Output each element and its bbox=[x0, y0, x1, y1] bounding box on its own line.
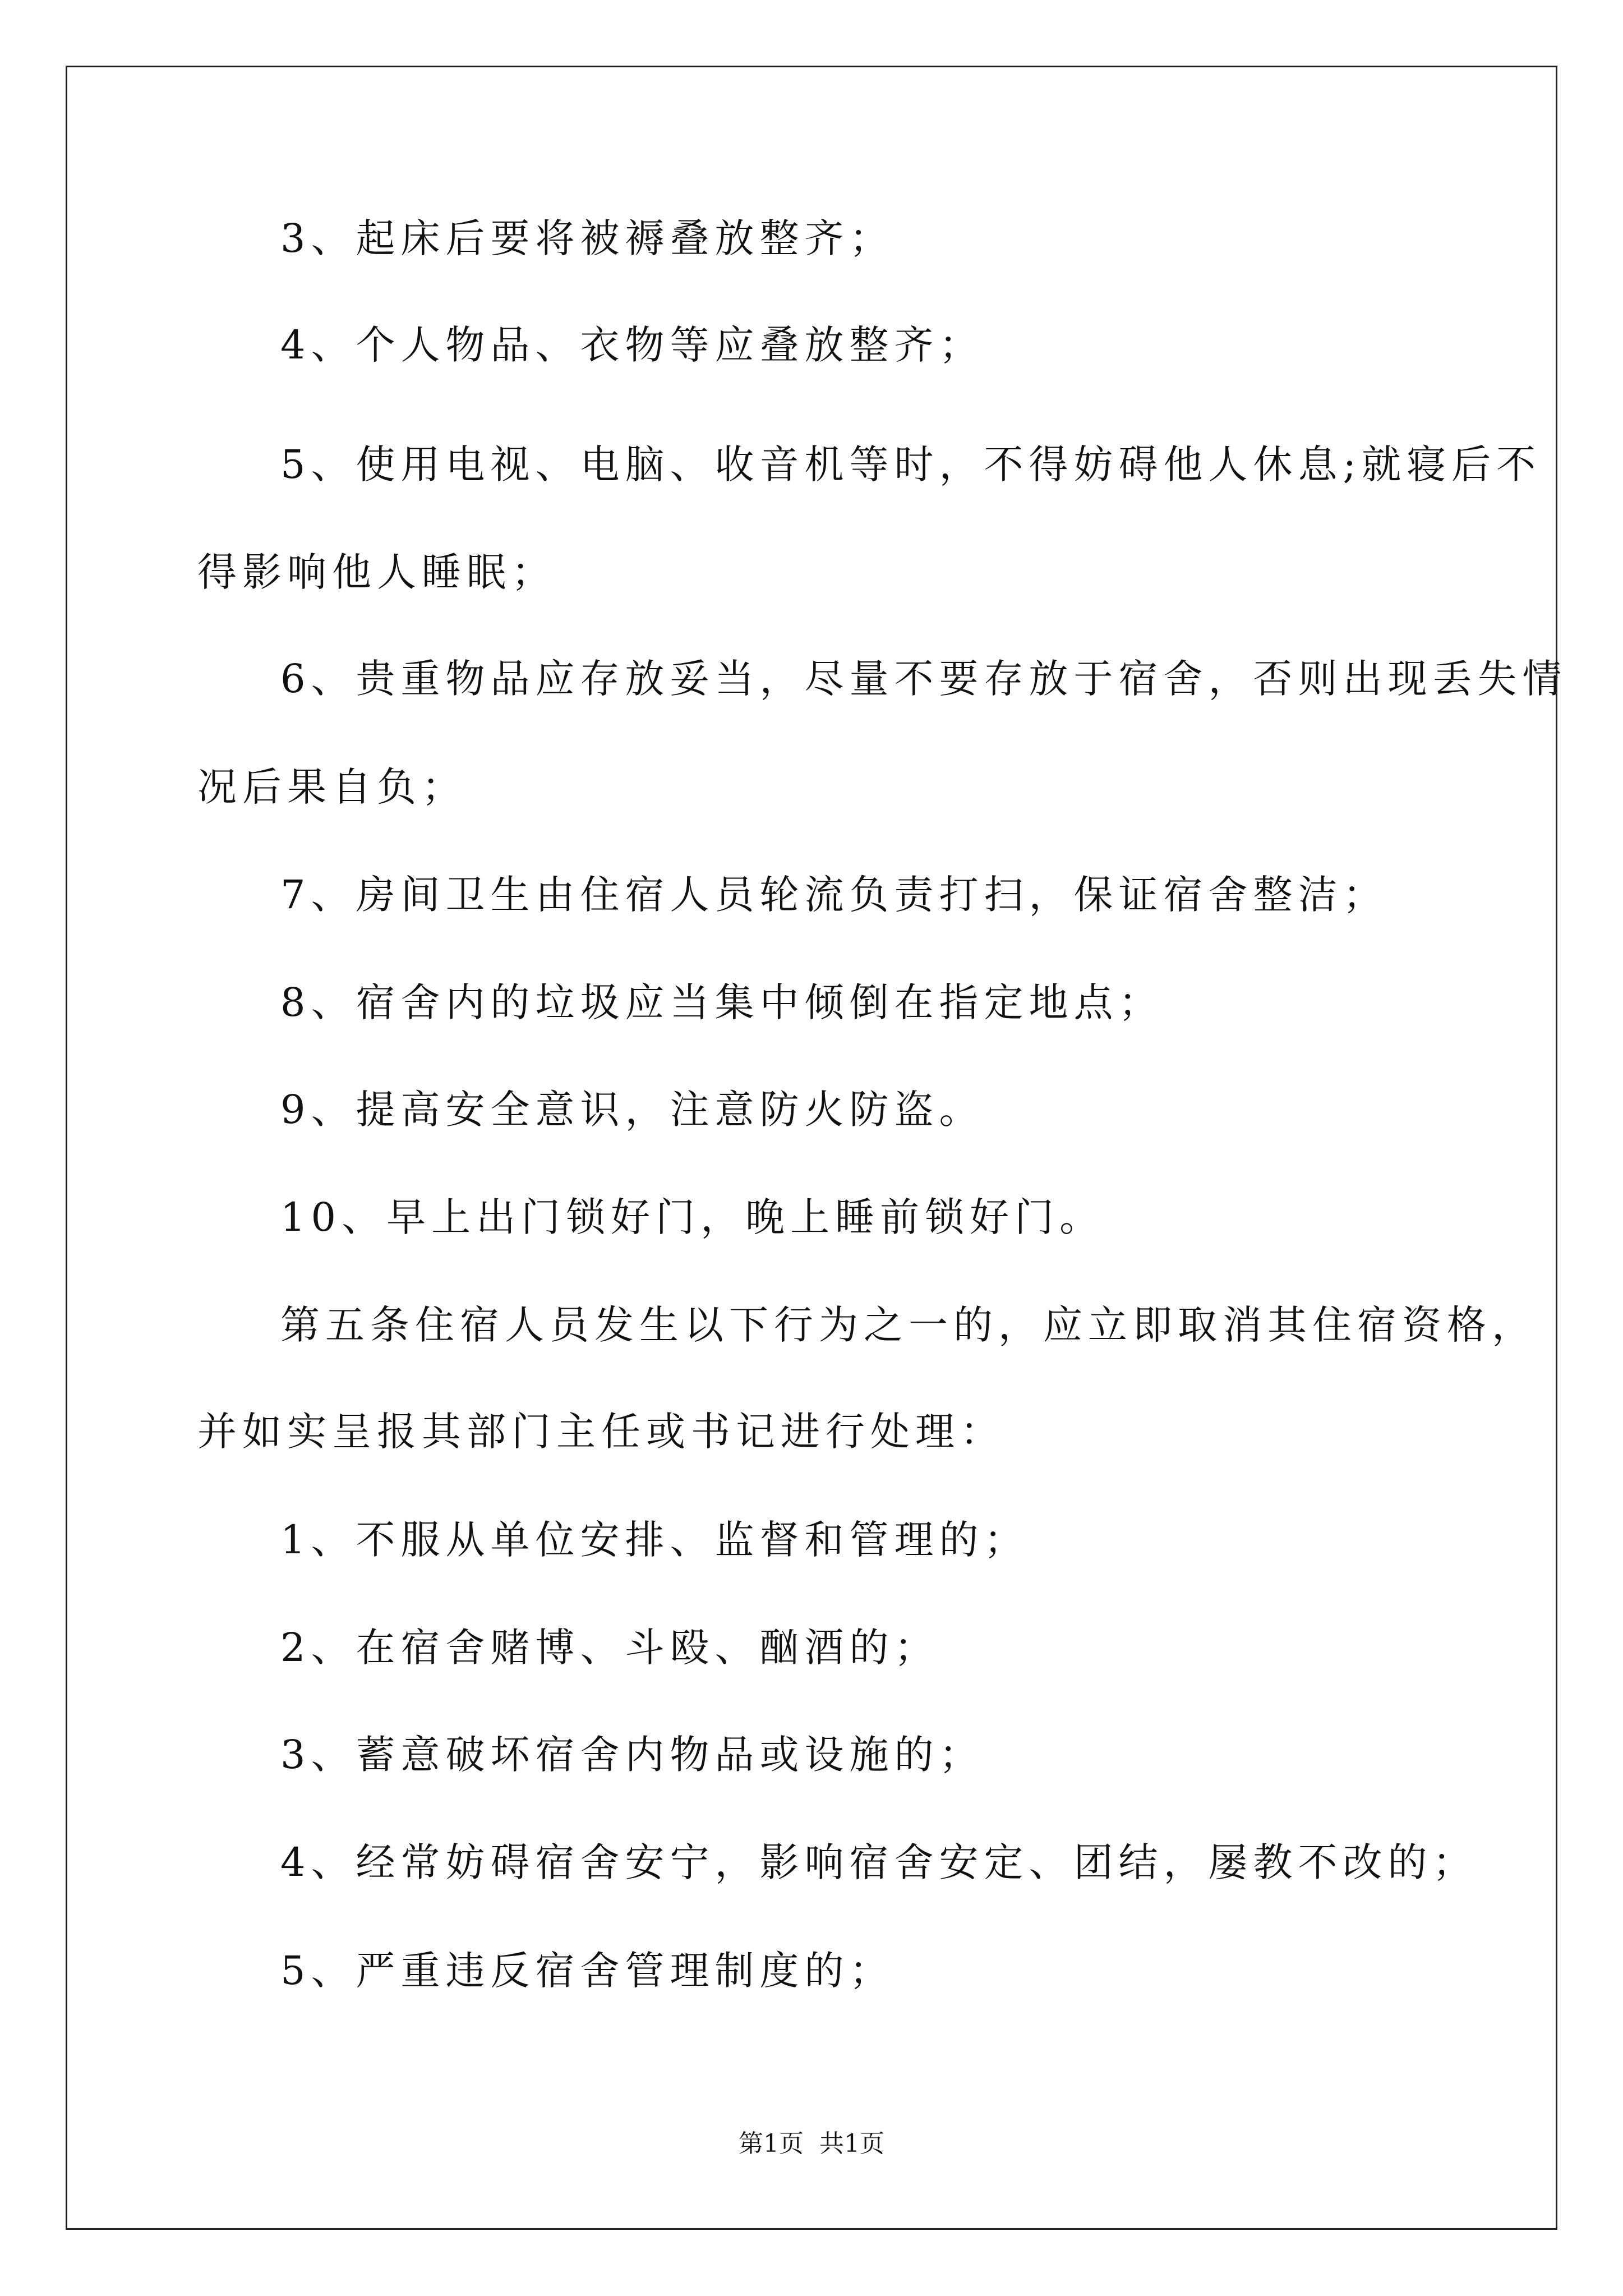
paragraph-line: 6、贵重物品应存放妥当，尽量不要存放于宿舍，否则出现丢失情 bbox=[280, 656, 1567, 702]
paragraph-line: 5、严重违反宿舍管理制度的； bbox=[280, 1948, 895, 1994]
paragraph-line: 4、个人物品、衣物等应叠放整齐； bbox=[280, 322, 984, 368]
paragraph-line: 4、经常妨碍宿舍安宁，影响宿舍安定、团结，屡教不改的； bbox=[280, 1839, 1478, 1885]
paragraph-line: 8、宿舍内的垃圾应当集中倾倒在指定地点； bbox=[280, 979, 1164, 1025]
paragraph-line: 第五条住宿人员发生以下行为之一的，应立即取消其住宿资格， bbox=[280, 1302, 1537, 1348]
paragraph-line: 10、早上出门锁好门，晚上睡前锁好门。 bbox=[280, 1194, 1105, 1240]
paragraph-line: 3、起床后要将被褥叠放整齐； bbox=[280, 215, 895, 261]
paragraph-line: 7、房间卫生由住宿人员轮流负责打扫，保证宿舍整洁； bbox=[280, 872, 1388, 918]
page-number: 第1页 共1页 bbox=[739, 2129, 884, 2158]
page-footer bbox=[0, 2129, 1623, 2158]
paragraph-line: 2、在宿舍赌博、斗殴、酗酒的； bbox=[280, 1625, 939, 1671]
paragraph-line: 得影响他人睡眠； bbox=[197, 549, 556, 595]
paragraph-line: 1、不服从单位安排、监督和管理的； bbox=[280, 1517, 1029, 1563]
paragraph-line: 并如实呈报其部门主任或书记进行处理： bbox=[197, 1409, 1005, 1455]
page-border bbox=[66, 66, 1557, 2230]
paragraph-line: 5、使用电视、电脑、收音机等时，不得妨碍他人休息;就寝后不 bbox=[280, 441, 1542, 487]
paragraph-line: 况后果自负； bbox=[197, 764, 467, 810]
paragraph-line: 3、蓄意破坏宿舍内物品或设施的； bbox=[280, 1732, 984, 1778]
paragraph-line: 9、提高安全意识，注意防火防盗。 bbox=[280, 1087, 984, 1133]
